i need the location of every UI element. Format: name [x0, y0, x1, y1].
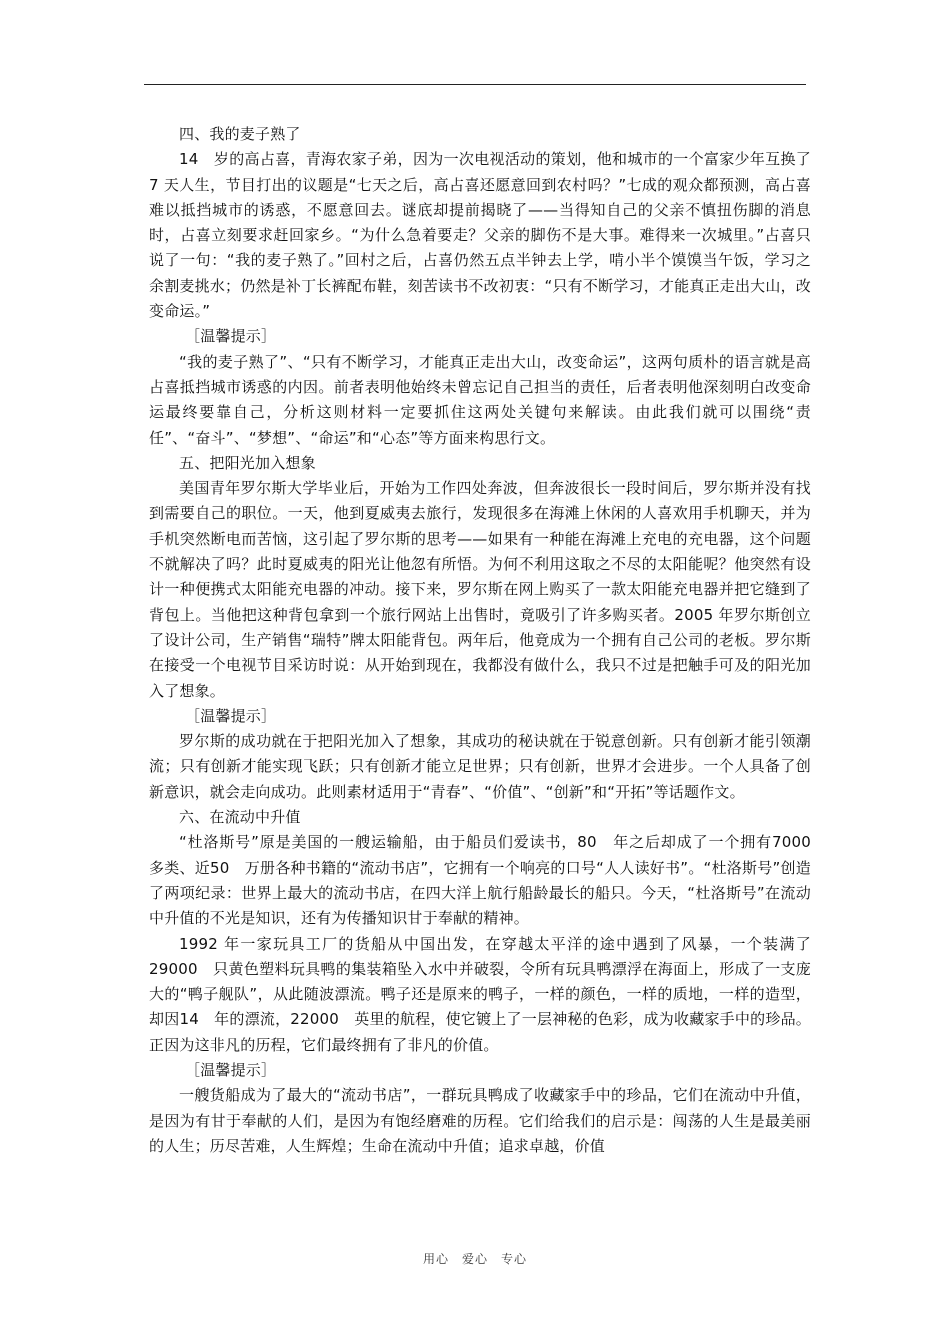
section-title: 四、我的麦子熟了: [179, 125, 301, 143]
section-title: 六、在流动中升值: [179, 808, 301, 827]
section-paragraph: 美国青年罗尔斯大学毕业后，开始为工作四处奔波，但奔波很长一段时间后，罗尔斯并没有找到需要自己的职位。一天，他到夏威夷去旅行，发现很多在海滩上休闲的人喜欢用手机聊天，并为手机突然断电而苦恼，这引起了罗尔斯的思考——如果有一种能在海滩上充电的充电器，这个问题不就解决了吗？此时夏威夷的阳光让他忽有所悟。为何不利用这取之不尽的太阳能呢？他突然有设计一种便携式太阳能充电器的冲动。接下来，罗尔斯在网上购买了一款太阳能充电器并把它缝到了背包上。当他把这种背包拿到一个旅行网站上出售时，竟吸引了许多购买者。2005 年罗尔斯创立了设计公司，生产销售“瑞特”牌太阳能背包。两年后，他竟成为一个拥有自己公司的老板。罗尔斯在接受一个电视节目采访时说：从开始到现在，我都没有做什么，我只不过是把触手可及的阳光加入了想象。: [149, 479, 811, 700]
tip-label: ［温馨提示］: [185, 327, 277, 346]
tip-label: ［温馨提示］: [185, 1060, 277, 1079]
page-footer: 用心 爱心 专心: [422, 1252, 527, 1266]
tip-paragraph: 罗尔斯的成功就在于把阳光加入了想象，其成功的秘诀就在于锐意创新。只有创新才能引领潮流；只有创新才能实现飞跃；只有创新才能立足世界；只有创新，世界才会进步。一个人具备了创新意识，就会走向成功。此则素材适用于“青春”、“价值”、“创新”和“开拓”等话题作文。: [149, 732, 811, 801]
section-paragraph: 1992 年一家玩具工厂的货船从中国出发，在穿越太平洋的途中遇到了风暴，一个装满了29000 只黄色塑料玩具鸭的集装箱坠入水中并破裂，令所有玩具鸭漂浮在海面上，形成了一支庞大的“鸭子舰队”，从此随波漂流。鸭子还是原来的鸭子，一样的颜色，一样的质地，一样的造型，却因14 年的漂流，22000 英里的航程，使它镀上了一层神秘的色彩，成为收藏家手中的珍品。正因为这非凡的历程，它们最终拥有了非凡的价值。: [149, 934, 811, 1054]
document-body: [149, 122, 827, 1159]
section-paragraph: 14 岁的高占喜，青海农家子弟，因为一次电视活动的策划，他和城市的一个富家少年互换了7 天人生，节目打出的议题是“七天之后，高占喜还愿意回到农村吗？”七成的观众都预测，高占喜难以抵挡城市的诱惑，不愿意回去。谜底却提前揭晓了——当得知自己的父亲不慎扭伤脚的消息时，占喜立刻要求赶回家乡。“为什么急着要走？父亲的脚伤不是大事。难得来一次城里。”占喜只说了一句：“我的麦子熟了。”回村之后，占喜仍然五点半钟去上学，啃小半个馍馍当午饭，学习之余割麦挑水；仍然是补丁长裤配布鞋，刻苦读书不改初衷：“只有不断学习，才能真正走出大山，改变命运。”: [149, 150, 811, 321]
header-rule: [144, 84, 806, 85]
tip-paragraph: “我的麦子熟了”、“只有不断学习，才能真正走出大山，改变命运”，这两句质朴的语言就是高占喜抵挡城市诱惑的内因。前者表明他始终未曾忘记自己担当的责任，后者表明他深刻明白改变命运最终要靠自己，分析这则材料一定要抓住这两处关键句来解读。由此我们就可以围绕“责任”、“奋斗”、“梦想”、“命运”和“心态”等方面来构思行文。: [149, 352, 811, 447]
tip-label: ［温馨提示］: [185, 706, 277, 725]
section-paragraph: “杜洛斯号”原是美国的一艘运输船，由于船员们爱读书，80 年之后却成了一个拥有7000 多类、近50 万册各种书籍的“流动书店”，它拥有一个响亮的口号“人人读好书”。“杜洛斯号”创造了两项纪录：世界上最大的流动书店，在四大洋上航行船龄最长的船只。今天，“杜洛斯号”在流动中升值的不光是知识，还有为传播知识甘于奉献的精神。: [149, 833, 827, 928]
section-title: 五、把阳光加入想象: [179, 453, 316, 472]
tip-paragraph: 一艘货船成为了最大的“流动书店”，一群玩具鸭成了收藏家手中的珍品，它们在流动中升值，是因为有甘于奉献的人们，是因为有饱经磨难的历程。它们给我们的启示是：闯荡的人生是最美丽的人生；历尽苦难，人生辉煌；生命在流动中升值；追求卓越，价值: [149, 1086, 811, 1155]
